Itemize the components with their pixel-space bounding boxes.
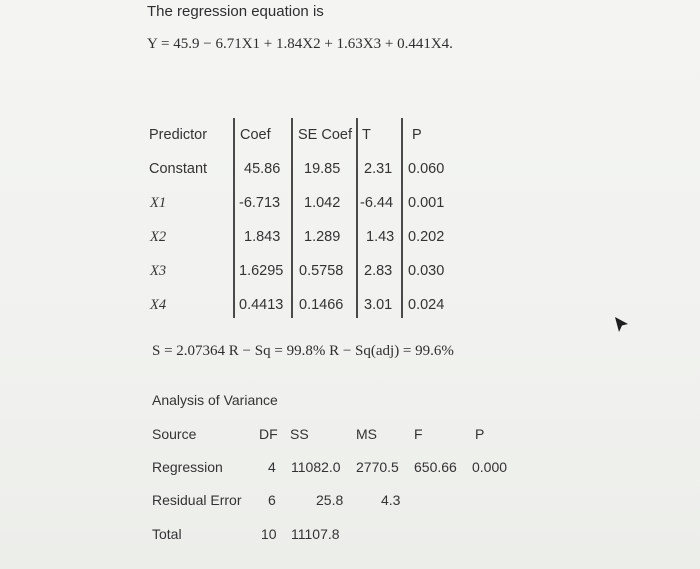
anova-ss: 11107.8	[291, 526, 340, 542]
row-t: 1.43	[366, 229, 395, 245]
anova-header-p: P	[475, 426, 485, 442]
row-se-coef: 1.289	[304, 229, 341, 245]
table-divider	[233, 118, 235, 318]
anova-header-ss: SS	[290, 426, 309, 442]
table-divider	[356, 118, 358, 318]
row-p: 0.030	[408, 263, 445, 279]
row-se-coef: 19.85	[304, 161, 341, 177]
anova-header-source: Source	[152, 426, 197, 442]
row-p: 0.001	[408, 195, 445, 211]
intro-text: The regression equation is	[147, 3, 324, 20]
anova-df: 10	[261, 526, 277, 542]
row-t: 3.01	[364, 297, 393, 313]
row-se-coef: 0.1466	[299, 297, 344, 313]
anova-ms: 2770.5	[356, 459, 399, 475]
table-divider	[401, 118, 403, 318]
row-coef: 1.843	[244, 229, 281, 245]
anova-source: Total	[152, 526, 182, 542]
row-se-coef: 0.5758	[299, 263, 344, 279]
row-t: -6.44	[360, 195, 394, 211]
row-predictor: Constant	[149, 161, 208, 177]
anova-p: 0.000	[472, 459, 508, 475]
mouse-cursor-icon	[614, 316, 630, 339]
header-predictor: Predictor	[149, 127, 208, 143]
row-predictor: X2	[150, 229, 167, 245]
header-t: T	[362, 127, 371, 143]
row-coef: 1.6295	[239, 263, 284, 279]
row-coef: -6.713	[239, 195, 281, 211]
row-predictor: X3	[150, 263, 167, 279]
anova-f: 650.66	[414, 459, 457, 475]
row-predictor: X1	[150, 195, 167, 211]
row-p: 0.024	[408, 297, 445, 313]
anova-df: 6	[268, 492, 276, 508]
anova-header-f: F	[414, 426, 423, 442]
anova-ss: 11082.0	[291, 459, 341, 475]
anova-header-df: DF	[259, 426, 278, 442]
model-summary: S = 2.07364 R − Sq = 99.8% R − Sq(adj) = 99.6%	[152, 343, 454, 359]
anova-ss: 25.8	[316, 492, 344, 508]
row-p: 0.060	[408, 161, 445, 177]
row-predictor: X4	[150, 297, 167, 313]
row-coef: 45.86	[244, 161, 281, 177]
row-t: 2.31	[364, 161, 393, 177]
anova-title: Analysis of Variance	[152, 392, 278, 408]
row-t: 2.83	[364, 263, 393, 279]
regression-equation: Y = 45.9 − 6.71X1 + 1.84X2 + 1.63X3 + 0.441X4.	[147, 36, 453, 52]
anova-header-ms: MS	[356, 426, 377, 442]
anova-ms: 4.3	[381, 492, 401, 508]
header-p: P	[412, 127, 422, 143]
row-coef: 0.4413	[239, 297, 284, 313]
table-divider	[291, 118, 293, 318]
row-p: 0.202	[408, 229, 445, 245]
anova-source: Regression	[152, 459, 223, 475]
header-coef: Coef	[240, 127, 271, 143]
row-se-coef: 1.042	[304, 195, 341, 211]
header-se-coef: SE Coef	[298, 127, 352, 143]
anova-source: Residual Error	[152, 492, 242, 508]
anova-df: 4	[268, 459, 276, 475]
